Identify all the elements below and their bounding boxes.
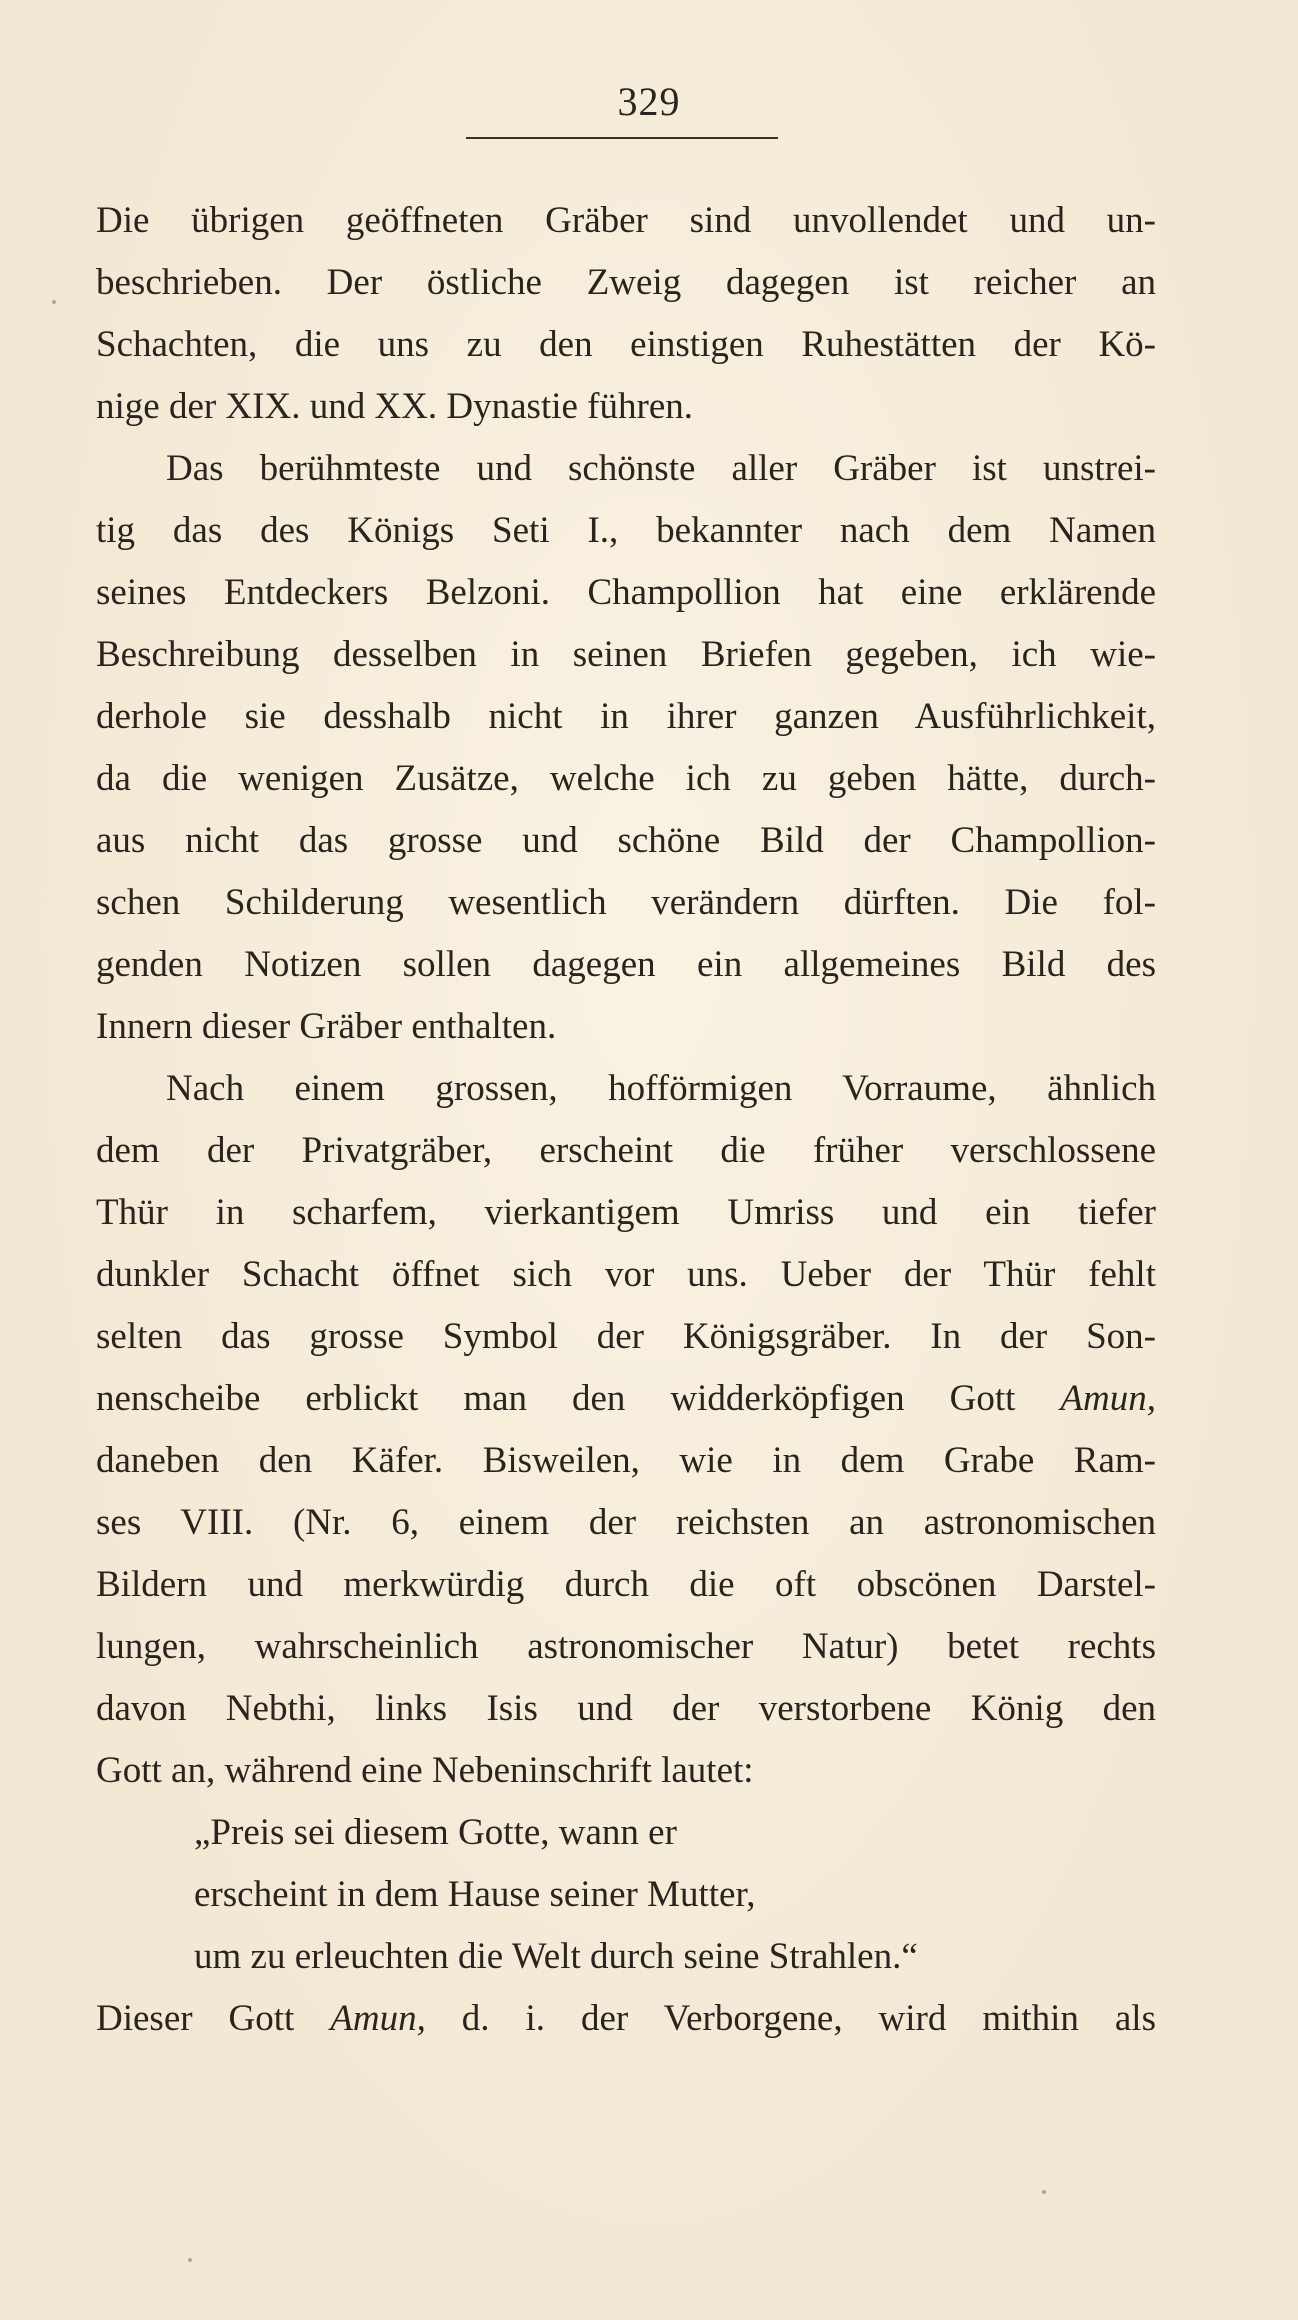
text-line-segment: nenscheibe erblickt man den widderköpfigen Gott bbox=[96, 1378, 1061, 1419]
text-line: dunkler Schacht öffnet sich vor uns. Ueber der Thür fehlt bbox=[96, 1254, 1156, 1295]
paper-speck bbox=[52, 300, 56, 304]
text-line: beschrieben. Der östliche Zweig dagegen ist reicher an bbox=[96, 262, 1156, 303]
text-line: Thür in scharfem, vierkantigem Umriss und ein tiefer bbox=[96, 1192, 1156, 1233]
text-line: um zu erleuchten die Welt durch seine Strahlen.“ bbox=[194, 1936, 918, 1977]
text-line: Die übrigen geöffneten Gräber sind unvollendet und un- bbox=[96, 200, 1156, 241]
text-line bbox=[96, 1368, 1156, 1430]
text-line: aus nicht das grosse und schöne Bild der Champollion- bbox=[96, 820, 1156, 861]
text-line: genden Notizen sollen dagegen ein allgemeines Bild des bbox=[96, 944, 1156, 985]
header-rule bbox=[466, 137, 778, 139]
text-line-segment: d. i. der Verborgene, wird mithin als bbox=[425, 1998, 1156, 2039]
text-line: Das berühmteste und schönste aller Gräber ist unstrei- bbox=[166, 448, 1156, 489]
text-line: schen Schilderung wesentlich verändern dürften. Die fol- bbox=[96, 882, 1156, 923]
text-line: Beschreibung desselben in seinen Briefen gegeben, ich wie- bbox=[96, 634, 1156, 675]
text-line: derhole sie desshalb nicht in ihrer ganzen Ausführlichkeit, bbox=[96, 696, 1156, 737]
body-text bbox=[96, 190, 1156, 2050]
text-line: selten das grosse Symbol der Königsgräber. In der Son- bbox=[96, 1316, 1156, 1357]
page-number: 329 bbox=[617, 79, 681, 124]
italic-word: Amun, bbox=[330, 1998, 426, 2039]
text-line: ses VIII. (Nr. 6, einem der reichsten an astronomischen bbox=[96, 1502, 1156, 1543]
text-line: Nach einem grossen, hofförmigen Vorraume, ähnlich bbox=[166, 1068, 1156, 1109]
text-line: Gott an, während eine Nebeninschrift lautet: bbox=[96, 1750, 754, 1791]
text-line: Bildern und merkwürdig durch die oft obscönen Darstel- bbox=[96, 1564, 1156, 1605]
text-line: nige der XIX. und XX. Dynastie führen. bbox=[96, 386, 693, 427]
italic-word: Amun, bbox=[1060, 1378, 1156, 1419]
text-line: lungen, wahrscheinlich astronomischer Natur) betet rechts bbox=[96, 1626, 1156, 1667]
text-line: davon Nebthi, links Isis und der verstorbene König den bbox=[96, 1688, 1156, 1729]
text-line: dem der Privatgräber, erscheint die früher verschlossene bbox=[96, 1130, 1156, 1171]
text-line: Schachten, die uns zu den einstigen Ruhestätten der Kö- bbox=[96, 324, 1156, 365]
text-line: „Preis sei diesem Gotte, wann er bbox=[194, 1812, 677, 1853]
text-line: tig das des Königs Seti I., bekannter nach dem Namen bbox=[96, 510, 1156, 551]
text-line: Innern dieser Gräber enthalten. bbox=[96, 1006, 557, 1047]
text-line: seines Entdeckers Belzoni. Champollion hat eine erklärende bbox=[96, 572, 1156, 613]
text-line bbox=[96, 1988, 1156, 2050]
text-line-segment: Dieser Gott bbox=[96, 1998, 331, 2039]
paper-speck bbox=[188, 2258, 192, 2262]
text-line: da die wenigen Zusätze, welche ich zu geben hätte, durch- bbox=[96, 758, 1156, 799]
paper-speck bbox=[1042, 2190, 1046, 2194]
text-line: daneben den Käfer. Bisweilen, wie in dem Grabe Ram- bbox=[96, 1440, 1156, 1481]
text-line: erscheint in dem Hause seiner Mutter, bbox=[194, 1874, 756, 1915]
